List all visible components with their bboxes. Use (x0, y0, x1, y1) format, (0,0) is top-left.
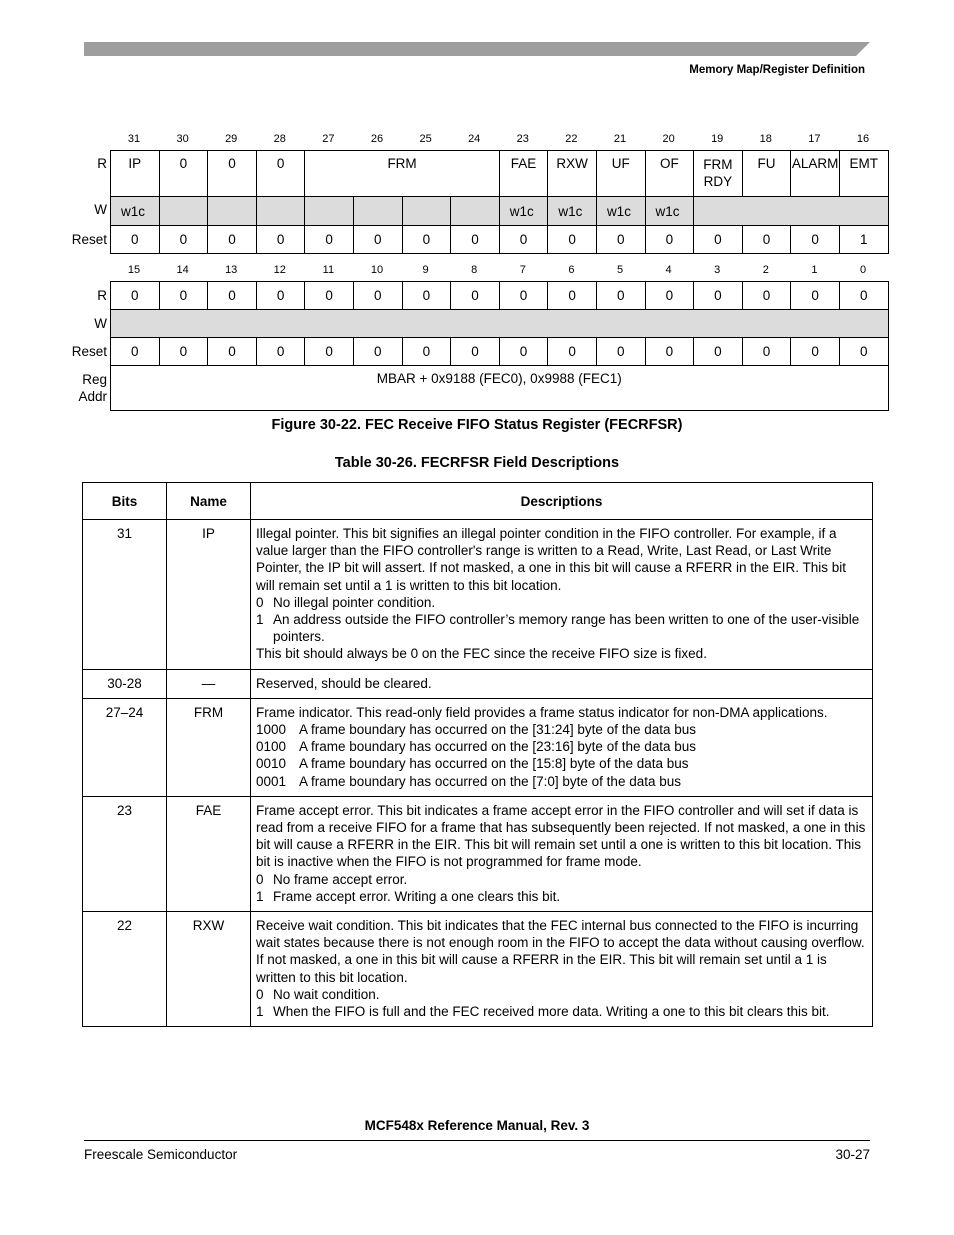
read-value: 0 (256, 282, 305, 310)
column-header-name: Name (167, 483, 251, 520)
bit-number: 1 (811, 264, 818, 276)
reset-value: 0 (596, 338, 645, 366)
read-value: 0 (645, 282, 694, 310)
table-row (83, 698, 873, 796)
bit-number: 20 (662, 133, 675, 145)
reset-value: 0 (353, 338, 402, 366)
table-row (83, 669, 873, 698)
row-bits: 23 (83, 796, 167, 911)
read-value: 0 (402, 282, 451, 310)
bit-number: 8 (471, 264, 478, 276)
bit-numbers-lower (110, 264, 888, 278)
reserved-cell (208, 197, 257, 226)
bit-number: 11 (322, 264, 335, 276)
bit-number: 4 (665, 264, 672, 276)
reset-value: 0 (208, 226, 257, 254)
reserved-cell (694, 197, 888, 226)
field-of-write: w1c (645, 197, 694, 226)
option-key: 1 (256, 1004, 264, 1020)
field-frm: FRM (305, 151, 499, 197)
encoding-item (256, 773, 867, 790)
row-description (251, 520, 873, 670)
field-ip: IP (111, 151, 160, 197)
column-header-descriptions: Descriptions (251, 483, 873, 520)
bit-number: 29 (225, 133, 238, 145)
field-bit30: 0 (159, 151, 208, 197)
footer-page-number: 30-27 (835, 1147, 870, 1162)
footer-manual-title: MCF548x Reference Manual, Rev. 3 (364, 1118, 590, 1133)
read-value: 0 (208, 282, 257, 310)
reset-value: 0 (256, 226, 305, 254)
read-value: 0 (159, 282, 208, 310)
field-uf-write: w1c (596, 197, 645, 226)
reset-value: 0 (499, 338, 548, 366)
bit-number: 14 (176, 264, 189, 276)
reset-row (111, 226, 889, 254)
row-name: IP (167, 520, 251, 670)
field-fae: FAE (499, 151, 548, 197)
bit-number: 10 (370, 264, 384, 276)
header-bar (84, 42, 870, 56)
write-row (111, 310, 889, 338)
row-name: — (167, 669, 251, 698)
encoding-value: A frame boundary has occurred on the [31:24] byte of the data bus (299, 722, 697, 738)
bit-number: 25 (419, 133, 432, 145)
row-label-reg: Reg (82, 372, 107, 387)
encoding-item (256, 755, 867, 772)
option-key: 0 (256, 871, 264, 887)
table-row (83, 912, 873, 1027)
register-address: MBAR + 0x9188 (FEC0), 0x9988 (FEC1) (111, 366, 889, 411)
reserved-cell (451, 197, 500, 226)
table-header-row (83, 483, 873, 520)
bit-number: 2 (762, 264, 769, 276)
bit-number: 13 (225, 264, 238, 276)
read-value: 0 (742, 282, 791, 310)
row-label-r: R (97, 156, 107, 171)
reserved-cell (256, 197, 305, 226)
reset-value: 0 (159, 338, 208, 366)
read-value: 0 (548, 282, 597, 310)
figure-caption: Figure 30-22. FEC Receive FIFO Status Register (FECRFSR) (271, 417, 683, 433)
reserved-cell (159, 197, 208, 226)
option-value: An address outside the FIFO controller’s memory range has been written to one of the user-visible pointers. (273, 612, 860, 645)
field-bit28: 0 (256, 151, 305, 197)
field-frmrdy (694, 151, 743, 197)
encoding-value: A frame boundary has occurred on the [7:0] byte of the data bus (299, 773, 681, 789)
column-header-bits: Bits (83, 483, 167, 520)
bit-number: 22 (565, 133, 578, 145)
reset-value: 0 (596, 226, 645, 254)
option-item (256, 594, 867, 611)
table-row (83, 520, 873, 670)
row-description (251, 698, 873, 796)
bit-number: 19 (711, 133, 724, 145)
field-alarm: ALARM (791, 151, 840, 197)
reset-value: 0 (645, 338, 694, 366)
bit-number: 21 (613, 133, 627, 145)
description-text: Frame indicator. This read-only field provides a frame status indicator for non-DMA applications. (256, 704, 828, 720)
reset-value: 0 (742, 338, 791, 366)
description-note: This bit should always be 0 on the FEC since the receive FIFO size is fixed. (256, 646, 707, 662)
reset-value: 0 (208, 338, 257, 366)
reset-value: 0 (159, 226, 208, 254)
reset-value: 0 (742, 226, 791, 254)
bit-number: 27 (322, 133, 335, 145)
description-text: Illegal pointer. This bit signifies an illegal pointer condition in the FIFO controller. For example, if a value larger than the FIFO controller's range is written to a Read, Write, Last Read, or Last Write Pointer, the IP bit will assert. If not masked, a one in this bit will cause a RFERR in the EIR. This bit will remain set until a 1 is written to this bit location. (256, 526, 847, 593)
option-key: 1 (256, 888, 264, 904)
bit-number: 12 (273, 264, 286, 276)
read-value: 0 (353, 282, 402, 310)
field-rxw-write: w1c (548, 197, 597, 226)
encoding-value: A frame boundary has occurred on the [15:8] byte of the data bus (299, 756, 689, 772)
option-value: No wait condition. (273, 986, 380, 1002)
register-upper (60, 132, 890, 256)
field-emt: EMT (839, 151, 888, 197)
bit-number: 30 (176, 133, 189, 145)
field-uf: UF (596, 151, 645, 197)
row-label-reset: Reset (71, 232, 107, 247)
row-label-r: R (97, 288, 107, 303)
option-item (256, 986, 867, 1003)
read-value: 0 (111, 282, 160, 310)
encoding-item (256, 738, 867, 755)
address-row (111, 366, 889, 411)
row-label-w: W (94, 202, 107, 217)
field-descriptions-table (82, 482, 873, 1027)
bit-number: 28 (273, 133, 286, 145)
read-value: 0 (305, 282, 354, 310)
option-value: When the FIFO is full and the FEC received more data. Writing a one to this bit clears this bit. (273, 1004, 830, 1020)
encoding-key: 0100 (256, 739, 287, 755)
bit-number: 0 (859, 264, 867, 276)
description-text: Reserved, should be cleared. (256, 675, 432, 691)
section-title: Memory Map/Register Definition (689, 64, 865, 76)
bit-number: 26 (370, 133, 384, 145)
row-label-addr: Addr (78, 389, 107, 404)
option-item (256, 1003, 867, 1020)
read-row (111, 151, 889, 197)
row-bits: 30-28 (83, 669, 167, 698)
row-label-w: W (94, 316, 107, 331)
bit-number: 9 (422, 264, 429, 276)
reserved-cell (402, 197, 451, 226)
encoding-item (256, 721, 867, 738)
row-bits: 31 (83, 520, 167, 670)
row-description (251, 669, 873, 698)
reset-value: 0 (402, 226, 451, 254)
description-text: Frame accept error. This bit indicates a frame accept error in the FIFO controller and will set if data is read from a receive FIFO for a frame that has subsequently been rejected. If not masked, a one in this bit will cause a RFERR in the EIR. This bit will remain set until a one is written to this bit location. This bit is inactive when the FIFO is not programmed for frame mode. (256, 802, 866, 870)
reset-value: 0 (451, 338, 500, 366)
encoding-key: 0001 (256, 773, 287, 789)
bit-number: 7 (519, 264, 526, 276)
row-bits: 22 (83, 912, 167, 1027)
bit-number: 15 (127, 264, 141, 276)
reset-value: 0 (111, 226, 160, 254)
reset-value: 0 (694, 338, 743, 366)
option-item (256, 888, 867, 905)
reset-value: 0 (499, 226, 548, 254)
bit-number: 5 (616, 264, 624, 276)
option-item (256, 871, 867, 888)
field-frmrdy-line1: FRM (703, 157, 733, 172)
reset-value: 0 (791, 226, 840, 254)
reserved-cell (305, 197, 354, 226)
description-text: Receive wait condition. This bit indicates that the FEC internal bus connected to the FIFO is incurring wait states because there is not enough room in the FIFO to accept the data without causing overflow. If not masked, a one in this bit will cause a RFERR in the EIR. This bit will remain set until a 1 is written to this bit location. (256, 918, 865, 985)
reserved-cell (353, 197, 402, 226)
reset-value: 0 (256, 338, 305, 366)
reset-value: 0 (791, 338, 840, 366)
reset-value: 0 (353, 226, 402, 254)
register-lower-table (110, 281, 889, 411)
option-key: 0 (256, 986, 264, 1002)
row-label-reset: Reset (71, 344, 107, 359)
option-item (256, 611, 867, 645)
reserved-cell (111, 310, 889, 338)
option-value: No illegal pointer condition. (273, 594, 436, 610)
row-bits: 27–24 (83, 698, 167, 796)
footer-company: Freescale Semiconductor (84, 1147, 238, 1162)
field-fae-write: w1c (499, 197, 548, 226)
encoding-key: 1000 (256, 722, 287, 738)
field-rxw: RXW (548, 151, 597, 197)
register-lower (60, 263, 890, 413)
encoding-value: A frame boundary has occurred on the [23:16] byte of the data bus (299, 739, 697, 755)
row-name: FAE (167, 796, 251, 911)
reset-row (111, 338, 889, 366)
read-value: 0 (839, 282, 888, 310)
reset-value: 0 (451, 226, 500, 254)
read-value: 0 (596, 282, 645, 310)
reset-value: 0 (839, 338, 888, 366)
reset-value: 0 (111, 338, 160, 366)
bit-number: 23 (516, 133, 529, 145)
reset-value: 0 (305, 338, 354, 366)
row-name: FRM (167, 698, 251, 796)
bit-number: 31 (127, 133, 141, 145)
bit-number: 24 (468, 133, 481, 145)
option-value: No frame accept error. (273, 871, 408, 887)
field-bit29: 0 (208, 151, 257, 197)
reset-value: 0 (645, 226, 694, 254)
bit-number: 3 (714, 264, 721, 276)
bit-number: 16 (856, 133, 870, 145)
read-row (111, 282, 889, 310)
read-value: 0 (694, 282, 743, 310)
reset-value: 0 (548, 226, 597, 254)
read-value: 0 (791, 282, 840, 310)
reset-value: 0 (548, 338, 597, 366)
field-of: OF (645, 151, 694, 197)
write-row (111, 197, 889, 226)
register-upper-table (110, 150, 889, 254)
table-row (83, 796, 873, 911)
option-key: 0 (256, 594, 264, 610)
bit-number: 18 (759, 133, 772, 145)
field-frmrdy-line2: RDY (703, 174, 733, 189)
row-description (251, 796, 873, 911)
read-value: 0 (451, 282, 500, 310)
row-description (251, 912, 873, 1027)
table-caption: Table 30-26. FECRFSR Field Descriptions (334, 455, 620, 471)
reset-value: 0 (694, 226, 743, 254)
bit-number: 6 (568, 264, 575, 276)
encoding-key: 0010 (256, 756, 287, 772)
option-key: 1 (256, 612, 264, 628)
reset-value: 0 (305, 226, 354, 254)
row-name: RXW (167, 912, 251, 1027)
field-fu: FU (742, 151, 791, 197)
reset-value: 1 (839, 226, 888, 254)
field-ip-write: w1c (111, 197, 160, 226)
bit-number: 17 (808, 133, 821, 145)
option-value: Frame accept error. Writing a one clears this bit. (273, 888, 561, 904)
bit-numbers-upper (110, 133, 888, 147)
footer-divider (84, 1140, 870, 1141)
reset-value: 0 (402, 338, 451, 366)
read-value: 0 (499, 282, 548, 310)
